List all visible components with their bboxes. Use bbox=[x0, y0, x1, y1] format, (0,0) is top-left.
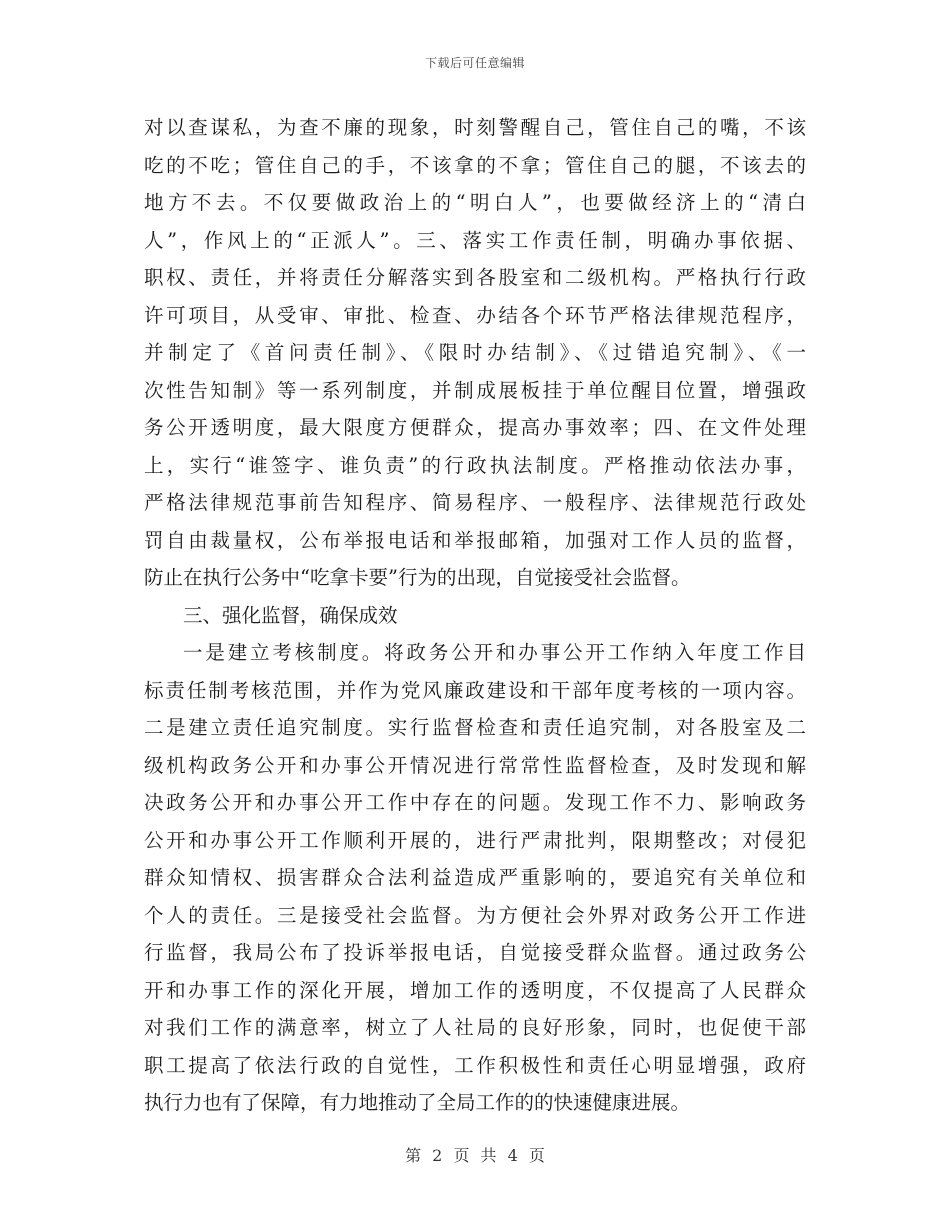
body-line-26: 职工提高了依法行政的自觉性，工作积极性和责任心明显增强，政府 bbox=[144, 1053, 806, 1077]
body-line-24: 开和办事工作的深化开展，增加工作的透明度，不仅提高了人民群众 bbox=[144, 978, 806, 1002]
body-line-12: 罚自由裁量权，公布举报电话和举报邮箱，加强对工作人员的监督， bbox=[144, 528, 806, 552]
document-body bbox=[144, 109, 806, 1122]
page-header-note: 下载后可任意编辑 bbox=[424, 56, 525, 70]
section-heading: 三、强化监督，确保成效 bbox=[183, 603, 398, 627]
body-line-1: 对以查谋私，为查不廉的现象，时刻警醒自己，管住自己的嘴，不该 bbox=[144, 116, 806, 139]
page-number: 第 2 页 共 4 页 bbox=[405, 1146, 545, 1165]
body-line-13: 防止在执行公务中“吃拿卡要”行为的出现，自觉接受社会监督。 bbox=[144, 566, 691, 589]
body-line-20: 公开和办事公开工作顺利开展的，进行严肃批判，限期整改；对侵犯 bbox=[144, 828, 806, 852]
body-line-22: 个人的责任。三是接受社会监督。为方便社会外界对政务公开工作进 bbox=[144, 903, 806, 927]
body-line-25: 对我们工作的满意率，树立了人社局的良好形象，同时，也促使干部 bbox=[144, 1016, 806, 1039]
body-line-10: 上，实行“谁签字、谁负责”的行政执法制度。严格推动依法办事， bbox=[144, 453, 806, 477]
body-line-9: 务公开透明度，最大限度方便群众，提高办事效率；四、在文件处理 bbox=[144, 416, 806, 439]
body-line-8: 次性告知制》等一系列制度，并制成展板挂于单位醒目位置，增强政 bbox=[144, 378, 806, 402]
body-line-11: 严格法律规范事前告知程序、简易程序、一般程序、法律规范行政处 bbox=[144, 491, 806, 514]
body-line-2: 吃的不吃；管住自己的手，不该拿的不拿；管住自己的腿，不该去的 bbox=[144, 153, 806, 177]
body-line-16: 标责任制考核范围，并作为党风廉政建设和干部年度考核的一项内容。 bbox=[144, 678, 806, 702]
body-line-7: 并制定了《首问责任制》、《限时办结制》、《过错追究制》、《一 bbox=[144, 341, 806, 364]
body-line-27: 执行力也有了保障，有力地推动了全局工作的的快速健康进展。 bbox=[144, 1091, 691, 1114]
body-line-3: 地方不去。不仅要做政治上的“明白人”，也要做经济上的“清白 bbox=[144, 191, 806, 214]
body-line-6: 许可项目，从受审、审批、检查、办结各个环节严格法律规范程序， bbox=[144, 303, 806, 327]
body-line-17: 二是建立责任追究制度。实行监督检查和责任追究制，对各股室及二 bbox=[144, 716, 806, 739]
body-line-15: 一是建立考核制度。将政务公开和办事公开工作纳入年度工作目 bbox=[183, 641, 806, 664]
body-line-18: 级机构政务公开和办事公开情况进行常常性监督检查，及时发现和解 bbox=[144, 753, 806, 777]
body-line-4: 人”，作风上的“正派人”。三、落实工作责任制，明确办事依据、 bbox=[144, 228, 806, 252]
body-line-23: 行监督，我局公布了投诉举报电话，自觉接受群众监督。通过政务公 bbox=[144, 941, 806, 964]
body-line-19: 决政务公开和办事公开工作中存在的问题。发现工作不力、影响政务 bbox=[144, 791, 806, 814]
body-line-21: 群众知情权、损害群众合法利益造成严重影响的，要追究有关单位和 bbox=[144, 866, 806, 889]
body-line-5: 职权、责任，并将责任分解落实到各股室和二级机构。严格执行行政 bbox=[144, 266, 806, 289]
